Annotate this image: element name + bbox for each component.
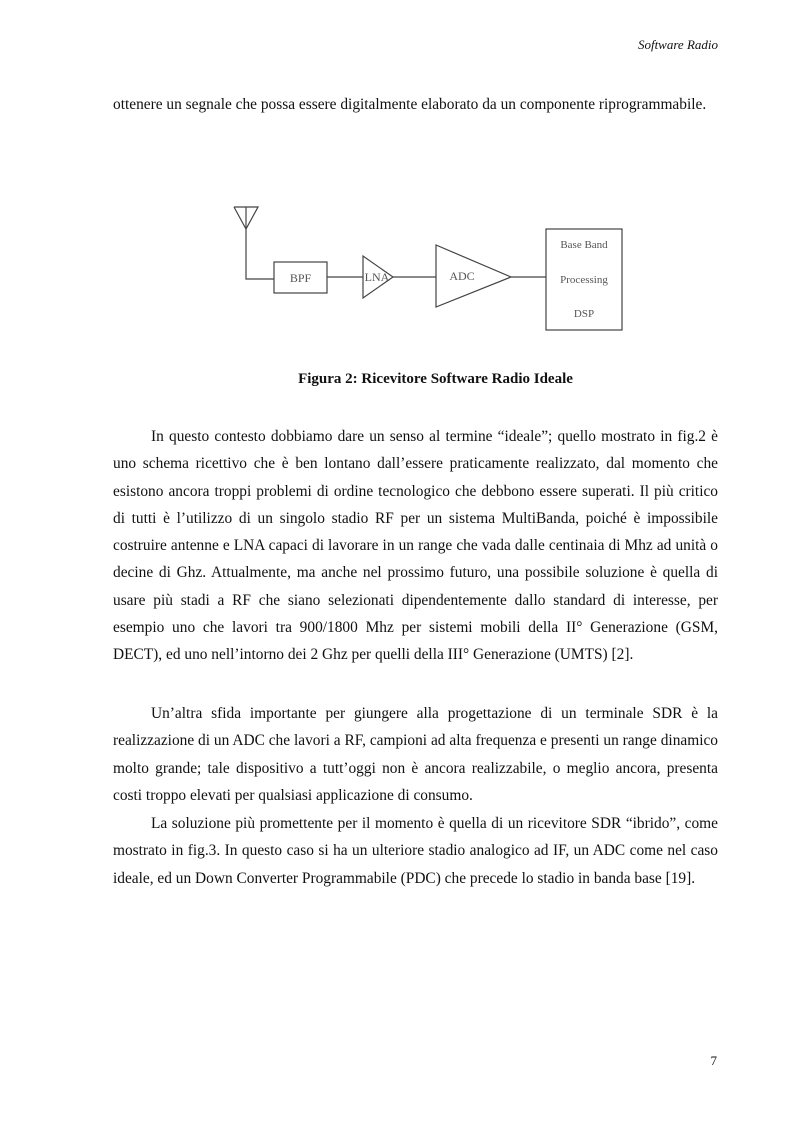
bpf-label: BPF (289, 271, 312, 285)
lna-label: LNA (364, 270, 390, 284)
page-number: 7 (710, 1053, 717, 1068)
antenna-icon (234, 207, 274, 279)
figure-caption: Figura 2: Ricevitore Software Radio Ideale (298, 371, 573, 387)
block-diagram (225, 198, 635, 338)
block-diagram-svg (225, 198, 635, 338)
dsp-label-line1: Base Band (560, 239, 608, 251)
paragraph-1: ottenere un segnale che possa essere digitalmente elaborato da un componente riprogrammabile. (113, 96, 707, 113)
dsp-label-line3: DSP (573, 308, 595, 320)
paragraph-4: La soluzione più promettente per il momento è quella di un ricevitore SDR “ibrido”, come mostrato in fig.3. In questo caso si ha un ulteriore stadio analogico ad IF, un ADC come nel caso ideale, ed un Down Converter Programmabile (PDC) che precede lo stadio in banda base [19]. (113, 815, 718, 887)
running-header: Software Radio (637, 37, 718, 52)
adc-label: ADC (449, 269, 475, 283)
paragraph-2: In questo contesto dobbiamo dare un senso al termine “ideale”; quello mostrato in fig.2 è uno schema ricettivo che è ben lontano dall’essere praticamente realizzato, dal momento che esistono ancora troppi problemi di ordine tecnologico che debbono essere superati. Il più critico di tutti è l’utilizzo di un singolo stadio RF per un sistema MultiBanda, poiché è impossibile costruire antenne e LNA capaci di lavorare in un range che vada dalle centinaia di Mhz ad unità o decine di Ghz. Attualmente, ma anche nel prossimo futuro, una possibile soluzione è quella di usare più stadi a RF che siano selezionati dipendentemente dallo standard di interesse, per esempio uno che lavori tra 900/1800 Mhz per sistemi mobili della II° Generazione (GSM, DECT), ed uno nell’intorno dei 2 Ghz per quelli della III° Generazione (UMTS) [2]. (113, 428, 718, 664)
paragraph-3: Un’altra sfida importante per giungere alla progettazione di un terminale SDR è la realizzazione di un ADC che lavori a RF, campioni ad alta frequenza e presenti un range dinamico molto grande; tale dispositivo a tutt’oggi non è ancora realizzabile, o meglio ancora, presenta costi troppo elevati per qualsiasi applicazione di consumo. (113, 705, 718, 804)
dsp-label-line2: Processing (560, 274, 608, 286)
